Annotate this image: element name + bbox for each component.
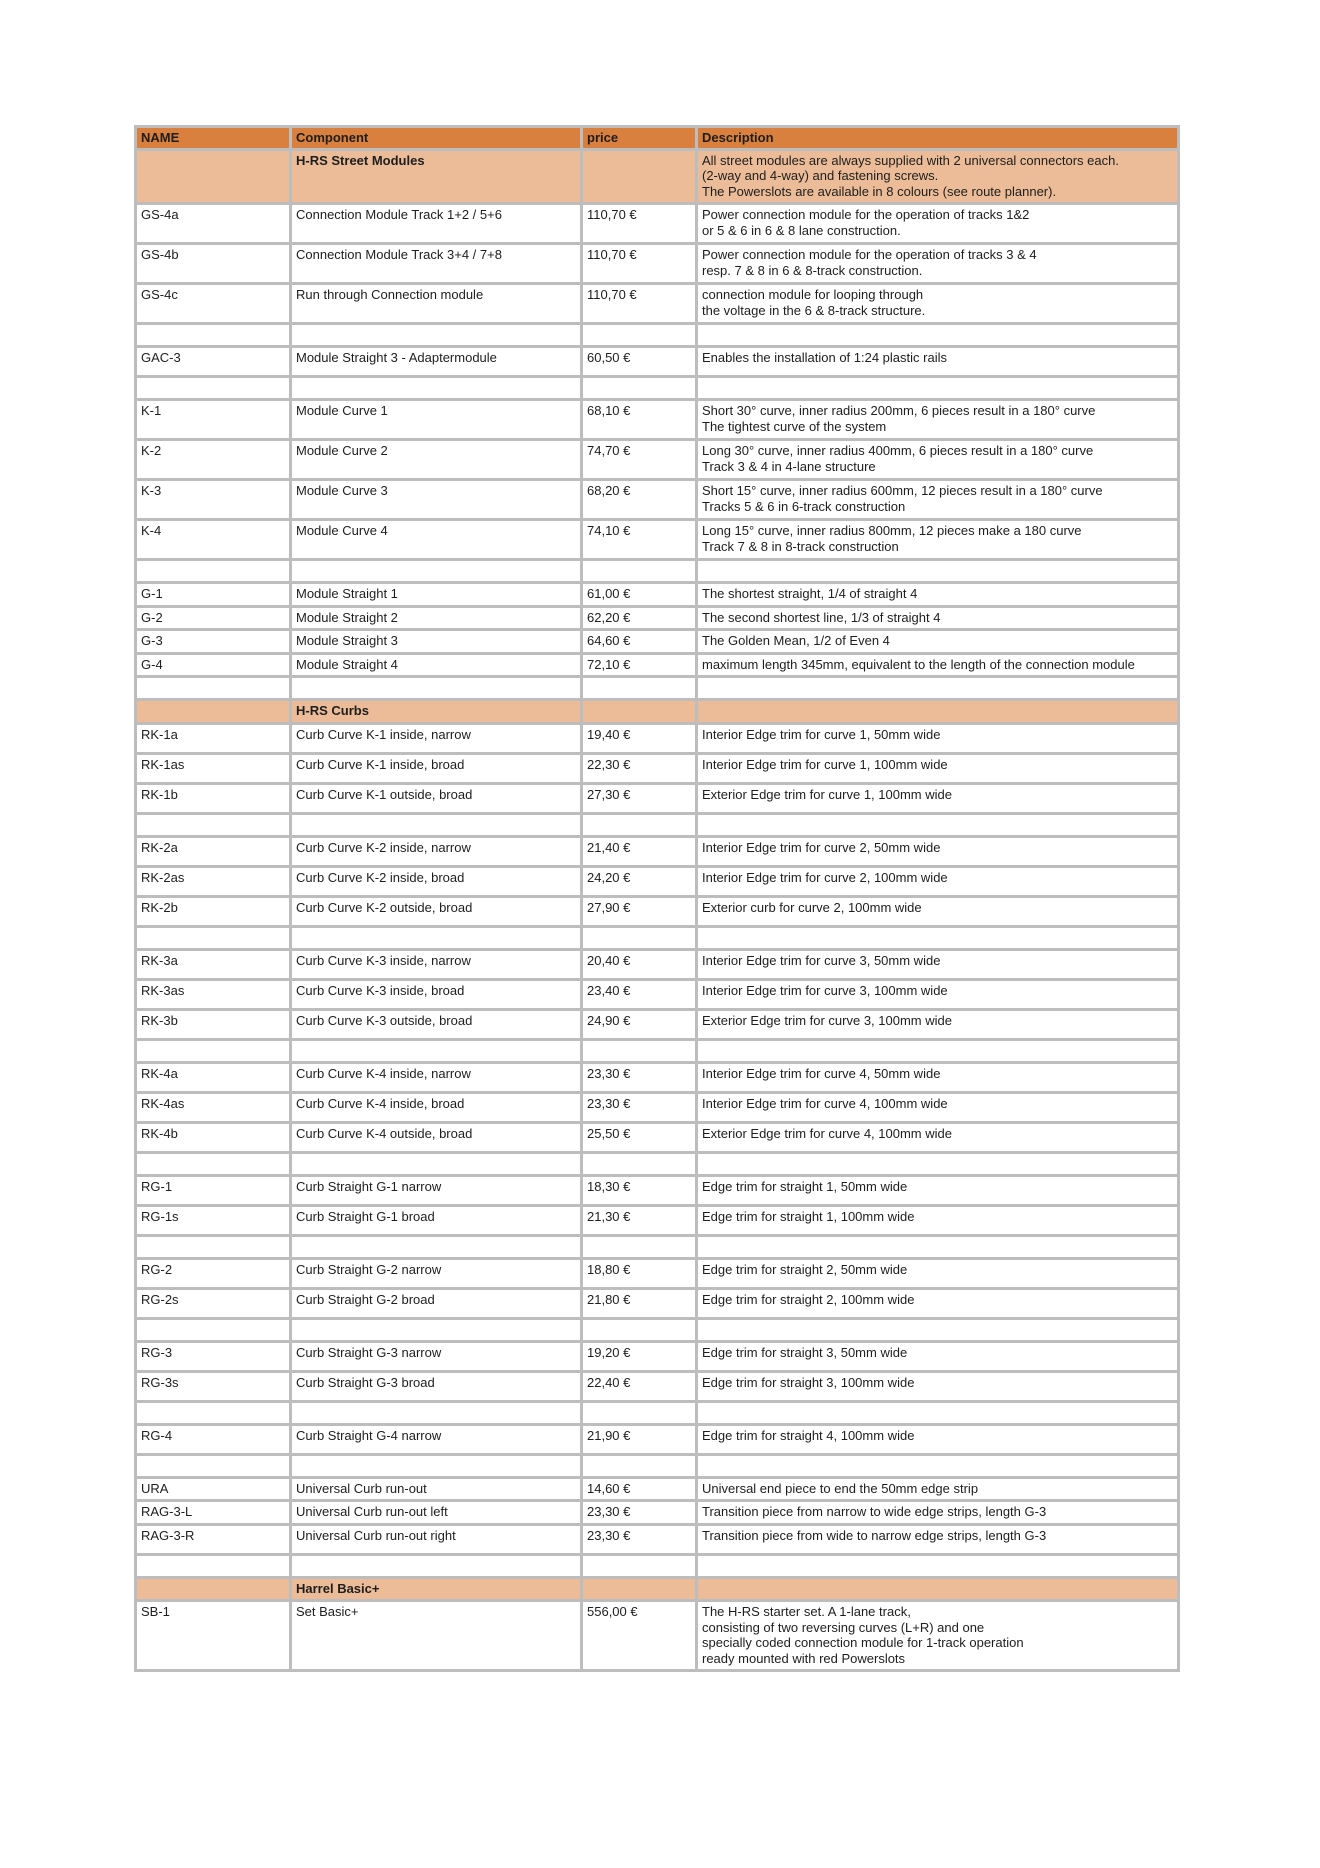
name-cell: G-2 — [137, 608, 289, 629]
spacer-row — [137, 928, 1177, 948]
header-price: price — [583, 128, 695, 148]
empty-cell — [137, 1556, 289, 1576]
component-cell: Module Straight 4 — [292, 655, 580, 676]
component-cell: Universal Curb run-out — [292, 1479, 580, 1500]
price-cell: 22,40 € — [583, 1373, 695, 1400]
table-body — [137, 151, 1177, 1670]
name-cell: RG-4 — [137, 1426, 289, 1453]
table-row — [137, 631, 1177, 652]
empty-cell — [698, 678, 1177, 698]
spacer-row — [137, 815, 1177, 835]
table-row — [137, 1207, 1177, 1234]
section-name-cell — [137, 151, 289, 203]
price-cell: 68,10 € — [583, 401, 695, 438]
table-row — [137, 755, 1177, 782]
name-cell: RK-2as — [137, 868, 289, 895]
table-row — [137, 1290, 1177, 1317]
empty-cell — [292, 1403, 580, 1423]
component-cell: Module Straight 3 — [292, 631, 580, 652]
component-cell: Curb Curve K-4 inside, narrow — [292, 1064, 580, 1091]
empty-cell — [137, 325, 289, 345]
component-cell: Curb Straight G-3 narrow — [292, 1343, 580, 1370]
component-cell: Curb Curve K-1 inside, narrow — [292, 725, 580, 752]
component-cell: Curb Straight G-1 narrow — [292, 1177, 580, 1204]
price-cell: 21,40 € — [583, 838, 695, 865]
table-row — [137, 1426, 1177, 1453]
name-cell: GS-4a — [137, 205, 289, 242]
name-cell: RK-1as — [137, 755, 289, 782]
spacer-row — [137, 678, 1177, 698]
section-name-cell — [137, 1579, 289, 1600]
name-cell: K-3 — [137, 481, 289, 518]
name-cell: K-4 — [137, 521, 289, 558]
section-price-cell — [583, 701, 695, 722]
name-cell: RG-1s — [137, 1207, 289, 1234]
section-component-cell: Harrel Basic+ — [292, 1579, 580, 1600]
description-cell: The shortest straight, 1/4 of straight 4 — [698, 584, 1177, 605]
description-cell: Transition piece from narrow to wide edge strips, length G-3 — [698, 1502, 1177, 1523]
table-row — [137, 1011, 1177, 1038]
section-description-cell — [698, 701, 1177, 722]
empty-cell — [698, 378, 1177, 398]
component-cell: Curb Curve K-2 inside, broad — [292, 868, 580, 895]
empty-cell — [583, 561, 695, 581]
empty-cell — [583, 378, 695, 398]
component-cell: Module Straight 3 - Adaptermodule — [292, 348, 580, 375]
component-cell: Run through Connection module — [292, 285, 580, 322]
name-cell: G-1 — [137, 584, 289, 605]
name-cell: K-1 — [137, 401, 289, 438]
price-cell: 68,20 € — [583, 481, 695, 518]
empty-cell — [698, 1556, 1177, 1576]
description-cell: Interior Edge trim for curve 1, 50mm wide — [698, 725, 1177, 752]
price-cell: 60,50 € — [583, 348, 695, 375]
empty-cell — [698, 1320, 1177, 1340]
table-row — [137, 785, 1177, 812]
component-cell: Universal Curb run-out right — [292, 1526, 580, 1553]
spacer-row — [137, 561, 1177, 581]
description-cell: The Golden Mean, 1/2 of Even 4 — [698, 631, 1177, 652]
component-cell: Curb Straight G-1 broad — [292, 1207, 580, 1234]
description-cell: Long 30° curve, inner radius 400mm, 6 pieces result in a 180° curve Track 3 & 4 in 4-lane structure — [698, 441, 1177, 478]
spacer-row — [137, 1403, 1177, 1423]
empty-cell — [137, 1154, 289, 1174]
empty-cell — [583, 1403, 695, 1423]
name-cell: RK-3b — [137, 1011, 289, 1038]
section-component-cell: H-RS Curbs — [292, 701, 580, 722]
component-cell: Module Curve 3 — [292, 481, 580, 518]
price-cell: 64,60 € — [583, 631, 695, 652]
name-cell: RG-1 — [137, 1177, 289, 1204]
empty-cell — [292, 561, 580, 581]
table-row — [137, 441, 1177, 478]
description-cell: Short 15° curve, inner radius 600mm, 12 pieces result in a 180° curve Tracks 5 & 6 in 6-track construction — [698, 481, 1177, 518]
component-cell: Module Curve 4 — [292, 521, 580, 558]
table-row — [137, 1479, 1177, 1500]
empty-cell — [583, 1154, 695, 1174]
name-cell: URA — [137, 1479, 289, 1500]
price-cell: 21,90 € — [583, 1426, 695, 1453]
empty-cell — [292, 1237, 580, 1257]
section-price-cell — [583, 151, 695, 203]
name-cell: RK-4b — [137, 1124, 289, 1151]
empty-cell — [583, 325, 695, 345]
spacer-row — [137, 1556, 1177, 1576]
empty-cell — [583, 928, 695, 948]
empty-cell — [137, 1456, 289, 1476]
name-cell: RK-2a — [137, 838, 289, 865]
empty-cell — [292, 1456, 580, 1476]
empty-cell — [292, 815, 580, 835]
component-cell: Curb Curve K-1 inside, broad — [292, 755, 580, 782]
section-header-row — [137, 1579, 1177, 1600]
description-cell: Power connection module for the operation of tracks 3 & 4 resp. 7 & 8 in 6 & 8-track construction. — [698, 245, 1177, 282]
component-cell: Curb Straight G-2 narrow — [292, 1260, 580, 1287]
spacer-row — [137, 1041, 1177, 1061]
price-cell: 21,30 € — [583, 1207, 695, 1234]
empty-cell — [292, 928, 580, 948]
description-cell: Edge trim for straight 3, 100mm wide — [698, 1373, 1177, 1400]
price-cell: 19,20 € — [583, 1343, 695, 1370]
price-cell: 18,80 € — [583, 1260, 695, 1287]
description-cell: Short 30° curve, inner radius 200mm, 6 pieces result in a 180° curve The tightest curve of the system — [698, 401, 1177, 438]
name-cell: K-2 — [137, 441, 289, 478]
empty-cell — [292, 1320, 580, 1340]
component-cell: Curb Curve K-3 outside, broad — [292, 1011, 580, 1038]
header-description: Description — [698, 128, 1177, 148]
component-cell: Connection Module Track 3+4 / 7+8 — [292, 245, 580, 282]
table-header-row — [137, 128, 1177, 148]
table-row — [137, 898, 1177, 925]
name-cell: RG-3 — [137, 1343, 289, 1370]
component-cell: Curb Straight G-4 narrow — [292, 1426, 580, 1453]
table-row — [137, 655, 1177, 676]
empty-cell — [698, 1403, 1177, 1423]
name-cell: RG-3s — [137, 1373, 289, 1400]
name-cell: RK-1b — [137, 785, 289, 812]
name-cell: GAC-3 — [137, 348, 289, 375]
description-cell: Exterior Edge trim for curve 1, 100mm wide — [698, 785, 1177, 812]
table-row — [137, 951, 1177, 978]
price-cell: 556,00 € — [583, 1602, 695, 1669]
table-row — [137, 838, 1177, 865]
name-cell: RK-2b — [137, 898, 289, 925]
section-price-cell — [583, 1579, 695, 1600]
price-cell: 110,70 € — [583, 285, 695, 322]
price-cell: 23,30 € — [583, 1064, 695, 1091]
table-row — [137, 285, 1177, 322]
description-cell: The H-RS starter set. A 1-lane track, consisting of two reversing curves (L+R) and one specially coded connection module for 1-track operation ready mounted with red Powerslots — [698, 1602, 1177, 1669]
table-row — [137, 1602, 1177, 1669]
price-cell: 18,30 € — [583, 1177, 695, 1204]
table-row — [137, 981, 1177, 1008]
component-cell: Module Curve 2 — [292, 441, 580, 478]
description-cell: Edge trim for straight 3, 50mm wide — [698, 1343, 1177, 1370]
table-row — [137, 481, 1177, 518]
table-row — [137, 521, 1177, 558]
table-row — [137, 1124, 1177, 1151]
component-cell: Curb Curve K-3 inside, broad — [292, 981, 580, 1008]
name-cell: RK-4a — [137, 1064, 289, 1091]
name-cell: SB-1 — [137, 1602, 289, 1669]
price-cell: 24,20 € — [583, 868, 695, 895]
empty-cell — [698, 1456, 1177, 1476]
empty-cell — [292, 1154, 580, 1174]
table-row — [137, 245, 1177, 282]
spacer-row — [137, 1237, 1177, 1257]
price-list-table — [134, 125, 1180, 1672]
empty-cell — [698, 325, 1177, 345]
name-cell: RG-2s — [137, 1290, 289, 1317]
description-cell: Exterior curb for curve 2, 100mm wide — [698, 898, 1177, 925]
empty-cell — [137, 928, 289, 948]
spacer-row — [137, 378, 1177, 398]
name-cell: G-4 — [137, 655, 289, 676]
description-cell: Edge trim for straight 2, 100mm wide — [698, 1290, 1177, 1317]
section-header-row — [137, 701, 1177, 722]
description-cell: Edge trim for straight 1, 100mm wide — [698, 1207, 1177, 1234]
description-cell: The second shortest line, 1/3 of straight 4 — [698, 608, 1177, 629]
price-cell: 61,00 € — [583, 584, 695, 605]
empty-cell — [137, 1320, 289, 1340]
table-row — [137, 1177, 1177, 1204]
description-cell: Universal end piece to end the 50mm edge strip — [698, 1479, 1177, 1500]
empty-cell — [137, 561, 289, 581]
description-cell: Interior Edge trim for curve 2, 50mm wide — [698, 838, 1177, 865]
description-cell: Power connection module for the operation of tracks 1&2 or 5 & 6 in 6 & 8 lane construction. — [698, 205, 1177, 242]
header-component: Component — [292, 128, 580, 148]
table-row — [137, 868, 1177, 895]
component-cell: Universal Curb run-out left — [292, 1502, 580, 1523]
section-description-cell: All street modules are always supplied with 2 universal connectors each. (2-way and 4-way) and fastening screws. The Powerslots are available in 8 colours (see route planner). — [698, 151, 1177, 203]
empty-cell — [137, 1041, 289, 1061]
component-cell: Curb Curve K-4 outside, broad — [292, 1124, 580, 1151]
description-cell: Long 15° curve, inner radius 800mm, 12 pieces make a 180 curve Track 7 & 8 in 8-track construction — [698, 521, 1177, 558]
table-row — [137, 401, 1177, 438]
description-cell: Interior Edge trim for curve 4, 50mm wide — [698, 1064, 1177, 1091]
price-cell: 72,10 € — [583, 655, 695, 676]
section-name-cell — [137, 701, 289, 722]
table-row — [137, 205, 1177, 242]
component-cell: Module Curve 1 — [292, 401, 580, 438]
table-row — [137, 1343, 1177, 1370]
description-cell: Edge trim for straight 4, 100mm wide — [698, 1426, 1177, 1453]
description-cell: connection module for looping through the voltage in the 6 & 8-track structure. — [698, 285, 1177, 322]
price-cell: 14,60 € — [583, 1479, 695, 1500]
section-header-row — [137, 151, 1177, 203]
table-row — [137, 725, 1177, 752]
description-cell: Interior Edge trim for curve 3, 50mm wide — [698, 951, 1177, 978]
description-cell: Edge trim for straight 1, 50mm wide — [698, 1177, 1177, 1204]
component-cell: Curb Curve K-3 inside, narrow — [292, 951, 580, 978]
component-cell: Curb Curve K-2 outside, broad — [292, 898, 580, 925]
spacer-row — [137, 1320, 1177, 1340]
description-cell: Transition piece from wide to narrow edge strips, length G-3 — [698, 1526, 1177, 1553]
empty-cell — [698, 1154, 1177, 1174]
table-row — [137, 608, 1177, 629]
price-cell: 27,30 € — [583, 785, 695, 812]
name-cell: G-3 — [137, 631, 289, 652]
price-cell: 62,20 € — [583, 608, 695, 629]
empty-cell — [583, 815, 695, 835]
description-cell: Exterior Edge trim for curve 3, 100mm wide — [698, 1011, 1177, 1038]
table-row — [137, 1526, 1177, 1553]
table-row — [137, 1373, 1177, 1400]
price-cell: 74,70 € — [583, 441, 695, 478]
name-cell: GS-4c — [137, 285, 289, 322]
empty-cell — [137, 815, 289, 835]
description-cell: Interior Edge trim for curve 3, 100mm wide — [698, 981, 1177, 1008]
price-cell: 23,30 € — [583, 1526, 695, 1553]
spacer-row — [137, 1154, 1177, 1174]
description-cell: Enables the installation of 1:24 plastic rails — [698, 348, 1177, 375]
empty-cell — [698, 1237, 1177, 1257]
empty-cell — [292, 378, 580, 398]
table-row — [137, 1502, 1177, 1523]
section-description-cell — [698, 1579, 1177, 1600]
spacer-row — [137, 325, 1177, 345]
empty-cell — [137, 1403, 289, 1423]
component-cell: Module Straight 2 — [292, 608, 580, 629]
component-cell: Curb Curve K-2 inside, narrow — [292, 838, 580, 865]
name-cell: RK-4as — [137, 1094, 289, 1121]
empty-cell — [137, 1237, 289, 1257]
name-cell: RAG-3-R — [137, 1526, 289, 1553]
price-cell: 21,80 € — [583, 1290, 695, 1317]
component-cell: Module Straight 1 — [292, 584, 580, 605]
table-row — [137, 584, 1177, 605]
component-cell: Curb Straight G-2 broad — [292, 1290, 580, 1317]
name-cell: RK-3as — [137, 981, 289, 1008]
empty-cell — [292, 1556, 580, 1576]
header-name: NAME — [137, 128, 289, 148]
description-cell: Edge trim for straight 2, 50mm wide — [698, 1260, 1177, 1287]
description-cell: Interior Edge trim for curve 1, 100mm wide — [698, 755, 1177, 782]
empty-cell — [583, 1237, 695, 1257]
price-cell: 23,30 € — [583, 1502, 695, 1523]
section-component-cell: H-RS Street Modules — [292, 151, 580, 203]
empty-cell — [583, 1041, 695, 1061]
component-cell: Connection Module Track 1+2 / 5+6 — [292, 205, 580, 242]
empty-cell — [583, 1556, 695, 1576]
name-cell: RAG-3-L — [137, 1502, 289, 1523]
empty-cell — [698, 928, 1177, 948]
component-cell: Set Basic+ — [292, 1602, 580, 1669]
table-row — [137, 1064, 1177, 1091]
component-cell: Curb Curve K-4 inside, broad — [292, 1094, 580, 1121]
price-cell: 27,90 € — [583, 898, 695, 925]
description-cell: Interior Edge trim for curve 2, 100mm wide — [698, 868, 1177, 895]
description-cell: maximum length 345mm, equivalent to the length of the connection module — [698, 655, 1177, 676]
empty-cell — [292, 1041, 580, 1061]
table-row — [137, 348, 1177, 375]
empty-cell — [292, 325, 580, 345]
name-cell: GS-4b — [137, 245, 289, 282]
price-cell: 110,70 € — [583, 205, 695, 242]
description-cell: Interior Edge trim for curve 4, 100mm wide — [698, 1094, 1177, 1121]
spacer-row — [137, 1456, 1177, 1476]
empty-cell — [137, 678, 289, 698]
empty-cell — [583, 1456, 695, 1476]
name-cell: RK-1a — [137, 725, 289, 752]
price-cell: 19,40 € — [583, 725, 695, 752]
name-cell: RG-2 — [137, 1260, 289, 1287]
description-cell: Exterior Edge trim for curve 4, 100mm wide — [698, 1124, 1177, 1151]
empty-cell — [292, 678, 580, 698]
price-cell: 23,40 € — [583, 981, 695, 1008]
component-cell: Curb Curve K-1 outside, broad — [292, 785, 580, 812]
price-cell: 24,90 € — [583, 1011, 695, 1038]
empty-cell — [698, 1041, 1177, 1061]
price-cell: 110,70 € — [583, 245, 695, 282]
price-cell: 74,10 € — [583, 521, 695, 558]
component-cell: Curb Straight G-3 broad — [292, 1373, 580, 1400]
price-list-sheet — [134, 125, 1177, 1672]
price-cell: 22,30 € — [583, 755, 695, 782]
price-cell: 20,40 € — [583, 951, 695, 978]
price-cell: 23,30 € — [583, 1094, 695, 1121]
price-cell: 25,50 € — [583, 1124, 695, 1151]
table-row — [137, 1260, 1177, 1287]
name-cell: RK-3a — [137, 951, 289, 978]
empty-cell — [698, 561, 1177, 581]
empty-cell — [698, 815, 1177, 835]
empty-cell — [583, 678, 695, 698]
empty-cell — [583, 1320, 695, 1340]
table-row — [137, 1094, 1177, 1121]
empty-cell — [137, 378, 289, 398]
